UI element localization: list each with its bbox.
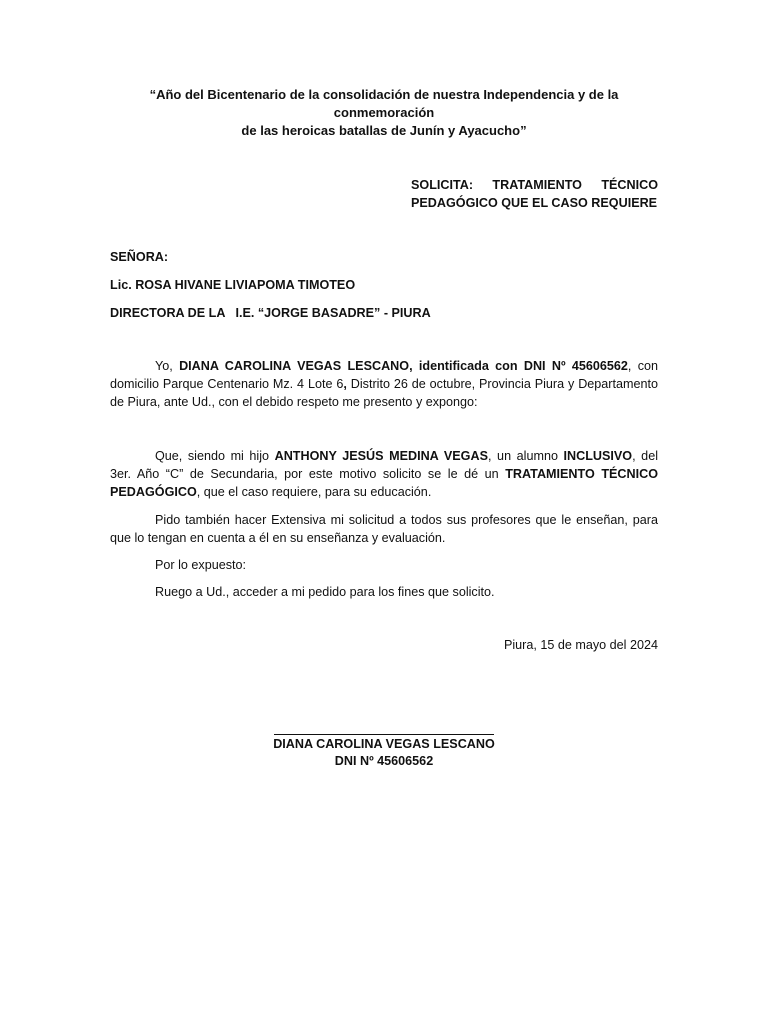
letter-date: Piura, 15 de mayo del 2024 bbox=[503, 638, 658, 652]
signature-line bbox=[274, 734, 494, 735]
request-label: SOLICITA: bbox=[411, 178, 474, 192]
applicant-name: DIANA CAROLINA VEGAS LESCANO bbox=[179, 359, 410, 373]
intro-text-2: , con domicilio Parque Centenario Mz. 4 Lote 6 bbox=[110, 359, 659, 391]
salutation: SEÑORA: bbox=[110, 250, 169, 264]
request-word-treatment: TRATAMIENTO bbox=[492, 178, 582, 192]
body-paragraph-1 bbox=[110, 447, 658, 501]
request-subject bbox=[411, 176, 658, 212]
signature-name: DIANA CAROLINA VEGAS LESCANO bbox=[273, 737, 495, 751]
year-motto bbox=[100, 86, 668, 140]
motto-line-1: “Año del Bicentenario de la consolidación de nuestra Independencia y de la conmemoración bbox=[149, 87, 619, 120]
body1-text-4: , que el caso requiere, para su educación. bbox=[196, 485, 432, 499]
request-word-technical: TÉCNICO bbox=[601, 178, 658, 192]
intro-comma: , bbox=[409, 359, 419, 373]
body1-text-1: Que, siendo mi hijo bbox=[155, 449, 275, 463]
motto-line-2: de las heroicas batallas de Junín y Ayacucho” bbox=[241, 123, 527, 138]
child-name: ANTHONY JESÚS MEDINA VEGAS bbox=[274, 449, 488, 463]
intro-text-1: Yo, bbox=[155, 359, 180, 373]
signature-dni: DNI Nº 45606562 bbox=[334, 754, 434, 768]
intro-paragraph bbox=[110, 357, 658, 411]
closing-line-2: Ruego a Ud., acceder a mi pedido para los fines que solicito. bbox=[155, 585, 495, 599]
treatment-label: TRATAMIENTO TÉCNICO PEDAGÓGICO bbox=[110, 467, 658, 499]
closing-line-1: Por lo expuesto: bbox=[155, 558, 247, 572]
request-subject-line-1 bbox=[411, 176, 658, 194]
addressee-position: DIRECTORA DE LA I.E. “JORGE BASADRE” - PIURA bbox=[110, 306, 431, 320]
applicant-id: identificada con DNI Nº 45606562 bbox=[418, 359, 628, 373]
addressee-name: Lic. ROSA HIVANE LIVIAPOMA TIMOTEO bbox=[110, 278, 356, 292]
signature-block bbox=[230, 736, 538, 770]
intro-text-3: Distrito 26 de octubre, Provincia Piura y Departamento de Piura, ante Ud., con el debido respeto me presento y expongo: bbox=[110, 377, 659, 409]
body-paragraph-2: Pido también hacer Extensiva mi solicitud a todos sus profesores que le enseñan, para que lo tengan en cuenta a él en su enseñanza y evaluación. bbox=[110, 513, 658, 545]
body1-text-3: , del 3er. Año “C” de Secundaria, por este motivo solicito se le dé un bbox=[110, 449, 658, 481]
body1-text-2: , un alumno bbox=[487, 449, 564, 463]
request-subject-line-2: PEDAGÓGICO QUE EL CASO REQUIERE bbox=[411, 196, 658, 210]
intro-bold-comma: , bbox=[343, 377, 347, 391]
inclusive-label: INCLUSIVO bbox=[563, 449, 633, 463]
